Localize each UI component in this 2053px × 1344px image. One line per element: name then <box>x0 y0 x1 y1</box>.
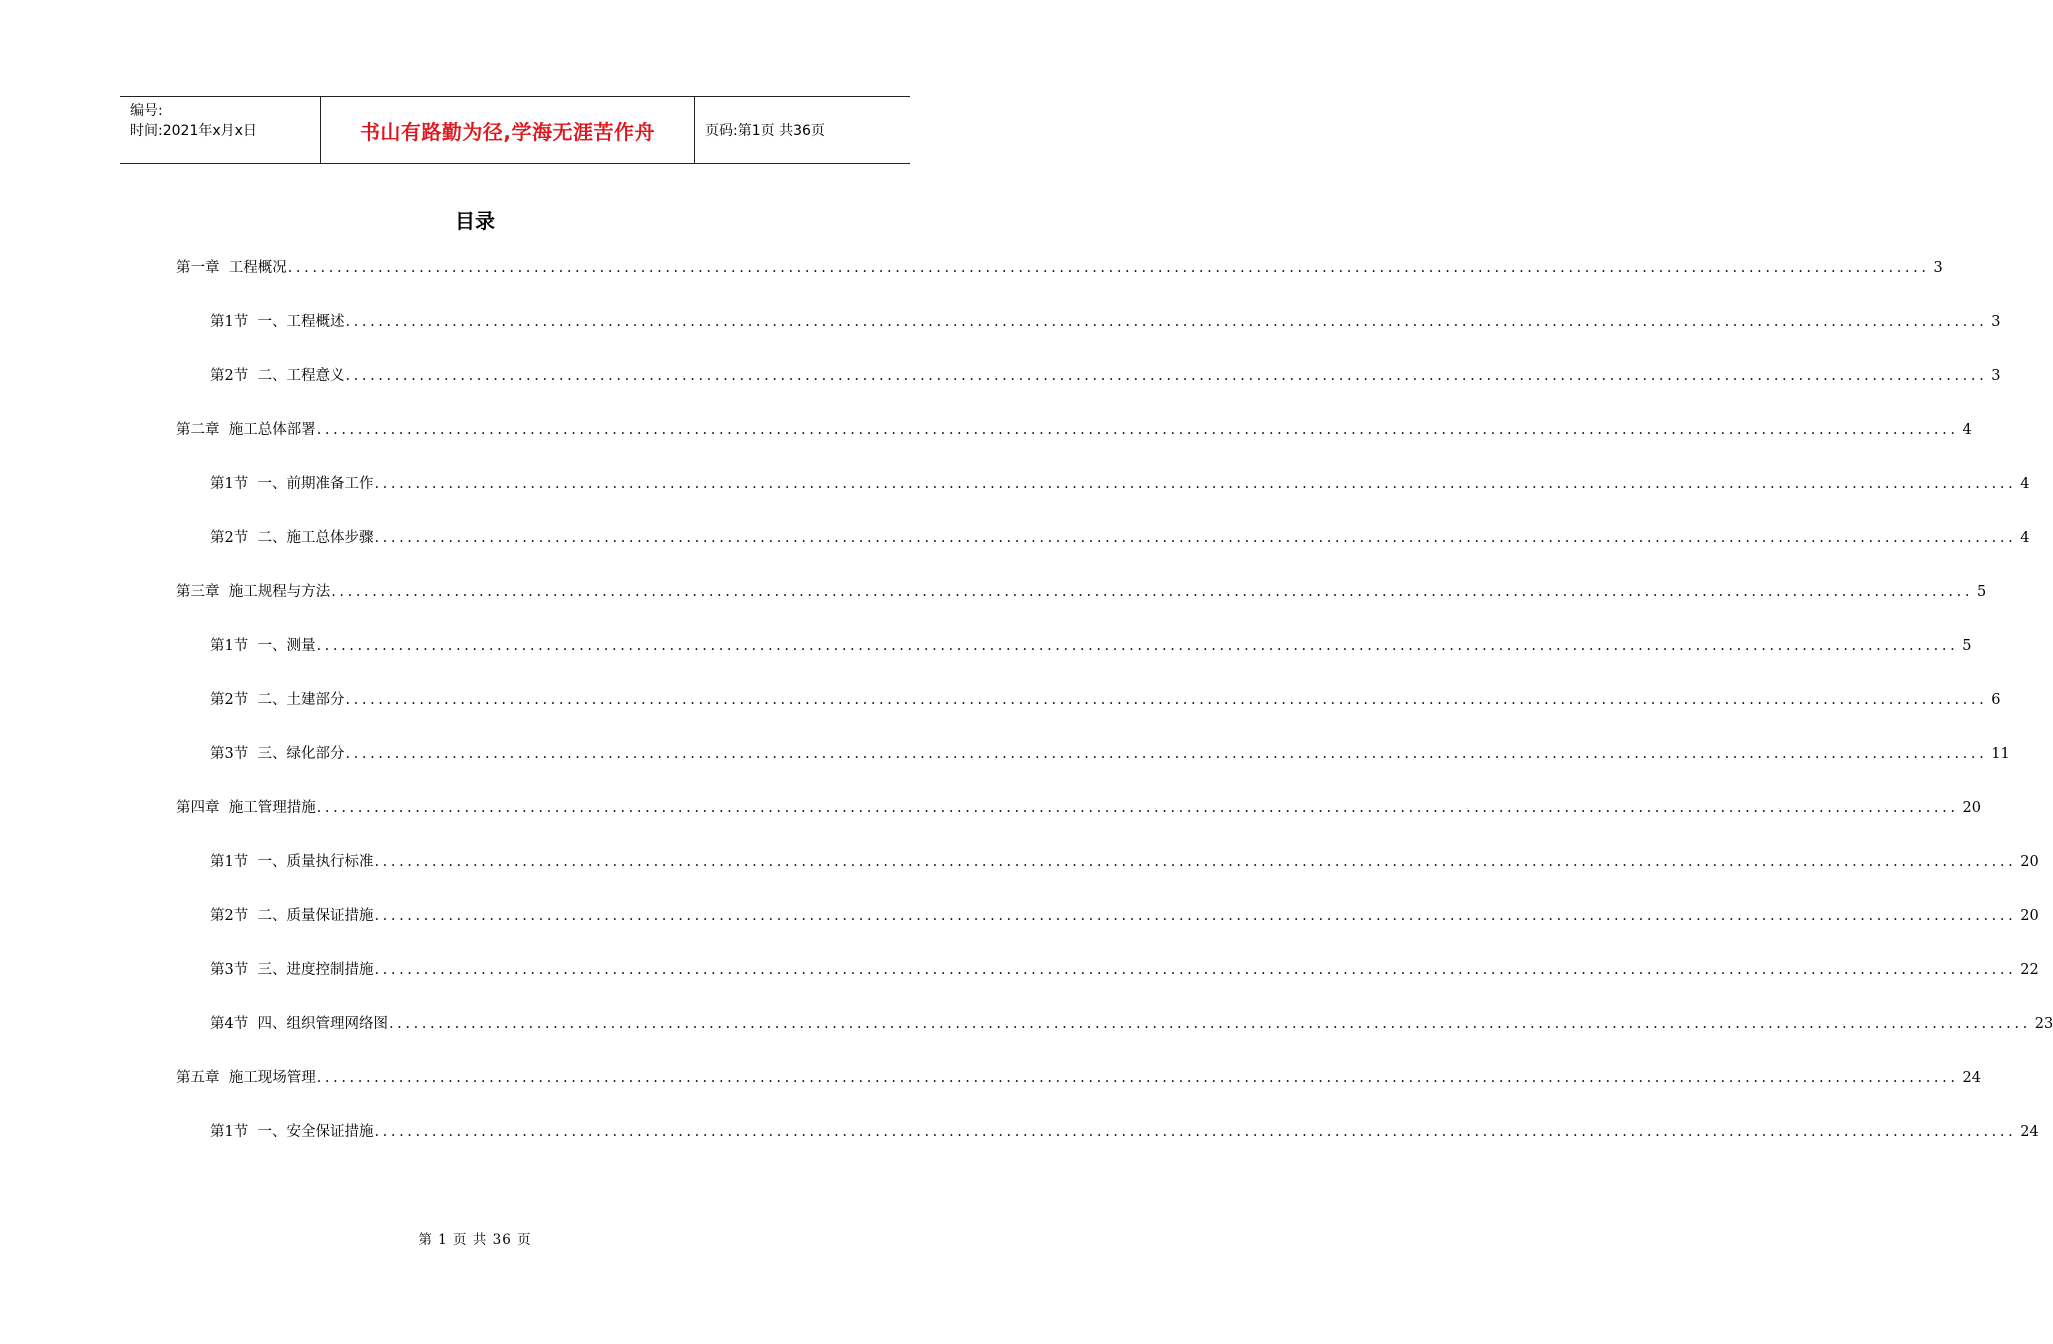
toc-entry-page: 4 <box>2020 530 2030 546</box>
toc-dot-leader: ........................................................................................................................................................................................................ <box>345 368 1988 384</box>
toc-dot-leader: ........................................................................................................................................................................................................ <box>374 530 2017 546</box>
toc-section-entry[interactable] <box>210 472 2030 496</box>
toc-dot-leader: ........................................................................................................................................................................................................ <box>316 638 1959 654</box>
toc-chapter-entry[interactable] <box>176 796 1981 820</box>
header-motto: 书山有路勤为径,学海无涯苦作舟 <box>321 97 695 163</box>
toc-entry-label: 第1节 一、安全保证措施 <box>210 1124 374 1140</box>
toc-chapter-entry[interactable] <box>176 256 1943 280</box>
toc-dot-leader: ........................................................................................................................................................................................................ <box>374 1124 2017 1140</box>
toc-entry-label: 第2节 二、施工总体步骤 <box>210 530 374 546</box>
toc-entry-label: 第3节 三、进度控制措施 <box>210 962 374 978</box>
toc-section-entry[interactable] <box>210 310 2001 334</box>
toc-dot-leader: ........................................................................................................................................................................................................ <box>316 800 1959 816</box>
toc-section-entry[interactable] <box>210 904 2039 928</box>
toc-entry-page: 24 <box>1962 1070 1981 1086</box>
toc-entry-page: 6 <box>1991 692 2001 708</box>
toc-entry-label: 第4节 四、组织管理网络图 <box>210 1016 388 1032</box>
toc-chapter-entry[interactable] <box>176 580 1987 604</box>
toc-entry-page: 11 <box>1991 746 2010 762</box>
toc-section-entry[interactable] <box>210 688 2001 712</box>
toc-entry-label: 第1节 一、工程概述 <box>210 314 345 330</box>
toc-chapter-entry[interactable] <box>176 1066 1981 1090</box>
toc-title: 目录 <box>455 209 495 233</box>
toc-entry-page: 22 <box>2020 962 2039 978</box>
toc-entry-page: 4 <box>1962 422 1972 438</box>
toc-entry-label: 第一章 工程概况 <box>176 260 287 276</box>
toc-section-entry[interactable] <box>210 1012 2053 1036</box>
toc-entry-label: 第2节 二、工程意义 <box>210 368 345 384</box>
toc-entry-page: 20 <box>2020 908 2039 924</box>
toc-entry-label: 第3节 三、绿化部分 <box>210 746 345 762</box>
toc-section-entry[interactable] <box>210 1120 2039 1144</box>
toc-section-entry[interactable] <box>210 526 2030 550</box>
toc-dot-leader: ........................................................................................................................................................................................................ <box>374 476 2017 492</box>
toc-section-entry[interactable] <box>210 850 2039 874</box>
toc-entry-page: 3 <box>1933 260 1943 276</box>
toc-dot-leader: ........................................................................................................................................................................................................ <box>374 854 2017 870</box>
toc-entry-label: 第1节 一、测量 <box>210 638 316 654</box>
toc-entry-label: 第四章 施工管理措施 <box>176 800 316 816</box>
toc-section-entry[interactable] <box>210 364 2001 388</box>
document-time-label: 时间:2021年x月x日 <box>130 123 257 139</box>
toc-entry-label: 第1节 一、质量执行标准 <box>210 854 374 870</box>
document-number-label: 编号: <box>130 103 163 119</box>
toc-section-entry[interactable] <box>210 634 1972 658</box>
header-meta <box>120 97 321 163</box>
toc-entry-page: 20 <box>1962 800 1981 816</box>
document-header <box>120 96 910 164</box>
toc-entry-label: 第1节 一、前期准备工作 <box>210 476 374 492</box>
toc-dot-leader: ........................................................................................................................................................................................................ <box>331 584 1974 600</box>
toc-entry-label: 第2节 二、质量保证措施 <box>210 908 374 924</box>
toc-dot-leader: ........................................................................................................................................................................................................ <box>345 692 1988 708</box>
toc-entry-page: 5 <box>1977 584 1987 600</box>
toc-entry-page: 24 <box>2020 1124 2039 1140</box>
toc-dot-leader: ........................................................................................................................................................................................................ <box>388 1016 2031 1032</box>
toc-entry-page: 23 <box>2034 1016 2053 1032</box>
toc-entry-label: 第五章 施工现场管理 <box>176 1070 316 1086</box>
toc-entry-page: 4 <box>2020 476 2030 492</box>
toc-dot-leader: ........................................................................................................................................................................................................ <box>345 314 1988 330</box>
toc-dot-leader: ........................................................................................................................................................................................................ <box>374 962 2017 978</box>
toc-entry-page: 3 <box>1991 314 2001 330</box>
toc-entry-label: 第2节 二、土建部分 <box>210 692 345 708</box>
toc-dot-leader: ........................................................................................................................................................................................................ <box>316 422 1959 438</box>
toc-entry-label: 第三章 施工规程与方法 <box>176 584 331 600</box>
toc-section-entry[interactable] <box>210 958 2039 982</box>
toc-dot-leader: ........................................................................................................................................................................................................ <box>287 260 1930 276</box>
header-page-info: 页码:第1页 共36页 <box>705 123 825 139</box>
toc-dot-leader: ........................................................................................................................................................................................................ <box>345 746 1988 762</box>
toc-entry-label: 第二章 施工总体部署 <box>176 422 316 438</box>
toc-section-entry[interactable] <box>210 742 2010 766</box>
toc-dot-leader: ........................................................................................................................................................................................................ <box>374 908 2017 924</box>
toc-entry-page: 5 <box>1962 638 1972 654</box>
toc-entry-page: 3 <box>1991 368 2001 384</box>
toc-chapter-entry[interactable] <box>176 418 1972 442</box>
toc-dot-leader: ........................................................................................................................................................................................................ <box>316 1070 1959 1086</box>
toc-entry-page: 20 <box>2020 854 2039 870</box>
page-footer: 第 1 页 共 36 页 <box>418 1232 532 1248</box>
